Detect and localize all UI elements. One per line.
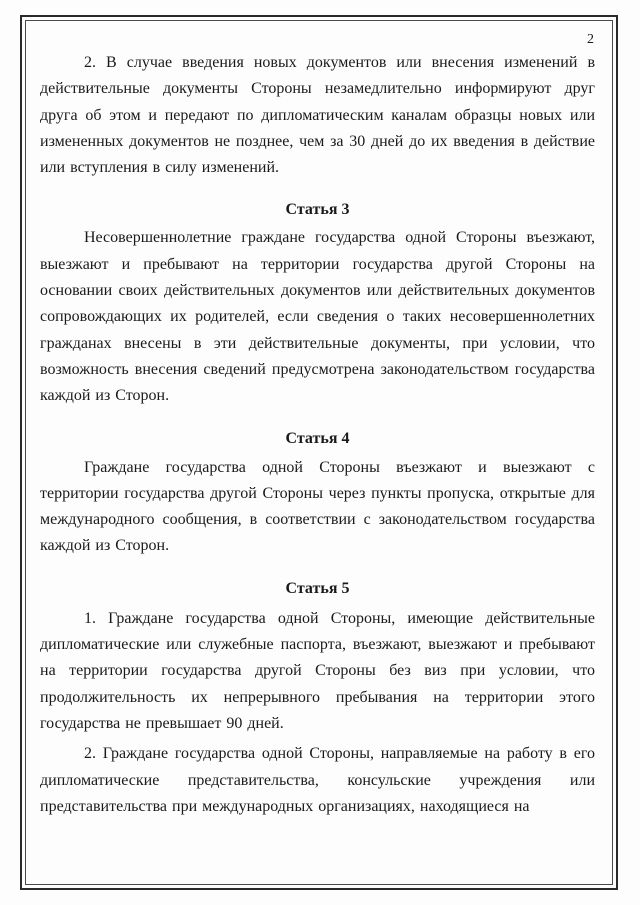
article-3-heading: Статья 3: [285, 201, 350, 219]
article-4-text: Граждане государства одной Стороны въезжают и выезжают с территории государства другой Стороны через пункты пропуска, открытые для международного сообщения, в соответствии с законодательством государства каждой из Сторон.: [40, 458, 595, 555]
page-number: 2: [587, 32, 594, 47]
article-3-text: Несовершеннолетние граждане государства одной Стороны въезжают, выезжают и пребывают на территории государства другой Стороны на основании своих действительных документов или действительных документов сопровождающих их родителей, если сведения о таких несовершеннолетних гражданах внесены в эти действительные документы, при условии, что возможность внесения сведений предусмотрена законодательством государства каждой из Сторон.: [40, 229, 595, 405]
article-5-paragraph-2: 2. Граждане государства одной Стороны, направляемые на работу в его дипломатические представительства, консульские учреждения или представительства при международных организациях, находящиеся на: [40, 745, 595, 815]
document-body: [40, 50, 595, 820]
article-2-paragraph-2: 2. В случае введения новых документов или внесения изменений в действительные документы Стороны незамедлительно информируют друг друга об этом и передают по дипломатическим каналам образцы новых или измененных документов не позднее, чем за 30 дней до их введения в действие или вступления в силу изменений.: [40, 54, 595, 177]
article-5-heading: Статья 5: [285, 579, 350, 597]
article-5-paragraph-1: 1. Граждане государства одной Стороны, имеющие действительные дипломатические или служебные паспорта, въезжают, выезжают и пребывают на территории государства другой Стороны без виз при условии, что продолжительность их непрерывного пребывания на территории этого государства не превышает 90 дней.: [40, 609, 595, 732]
article-4-heading: Статья 4: [285, 429, 350, 447]
